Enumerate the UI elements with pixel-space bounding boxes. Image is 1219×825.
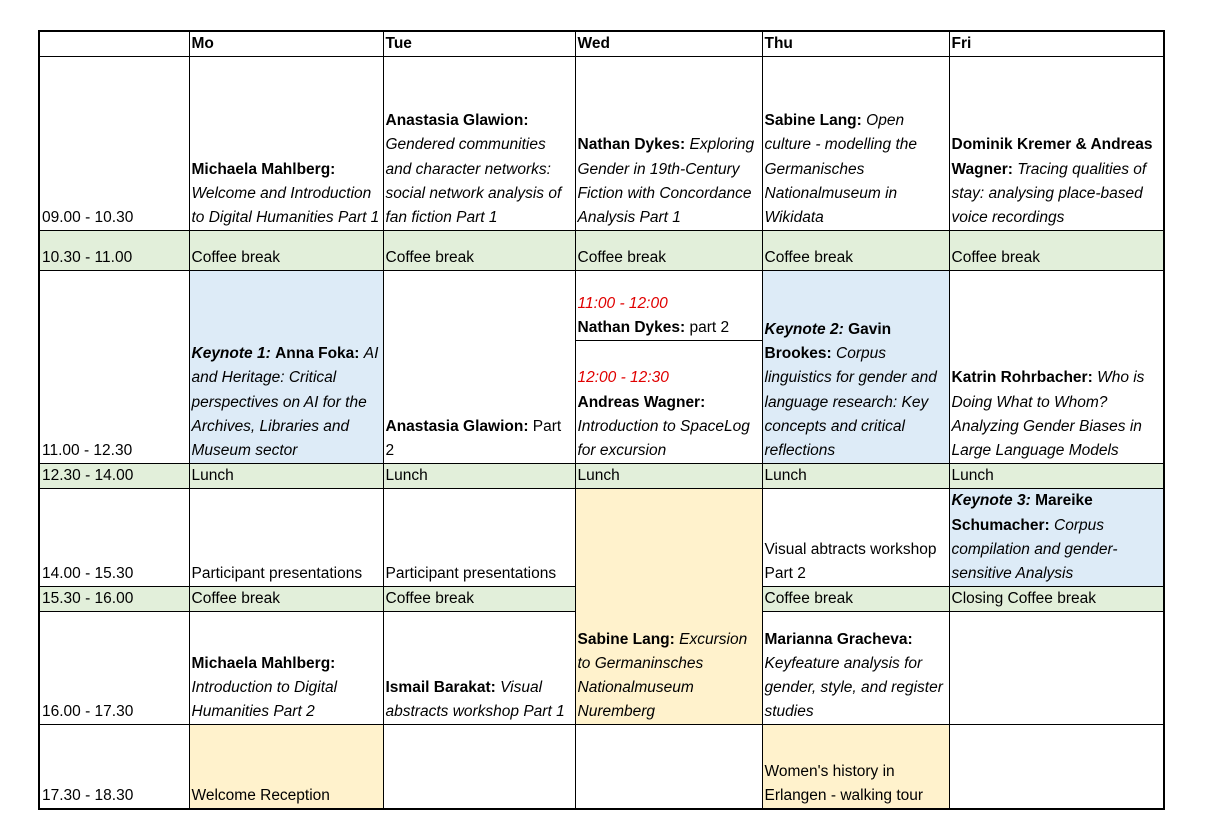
session-cell xyxy=(383,271,575,464)
coffee-cell: Coffee break xyxy=(383,587,575,612)
coffee-cell: Coffee break xyxy=(189,587,383,612)
header-day: Wed xyxy=(575,31,762,57)
lunch-cell: Lunch xyxy=(949,464,1164,489)
walking-tour-cell: Women's history in Erlangen - walking tour xyxy=(762,725,949,809)
session-title: Introduction to SpaceLog for excursion xyxy=(577,417,750,459)
header-day: Fri xyxy=(949,31,1164,57)
header-row xyxy=(39,31,1164,57)
empty-cell xyxy=(383,725,575,809)
session-cell: Participant presentations xyxy=(383,489,575,587)
speaker-name: Gavin Brookes: xyxy=(764,320,892,363)
lunch-cell: Lunch xyxy=(189,464,383,489)
session-cell: Visual abtracts workshop Part 2 xyxy=(762,489,949,587)
speaker-name: Dominik Kremer & Andreas Wagner: xyxy=(951,136,1153,178)
session-cell xyxy=(949,271,1164,464)
session-title: Keyfeature analysis for gender, style, and register studies xyxy=(764,654,943,721)
session-title: Exploring Gender in 19th-Century Fiction with Concordance Analysis Part 1 xyxy=(577,136,755,226)
empty-cell xyxy=(575,725,762,809)
excursion-cell xyxy=(575,489,762,725)
keynote-cell xyxy=(189,271,383,464)
time-cell: 15.30 - 16.00 xyxy=(39,587,189,612)
slot-row xyxy=(39,464,1164,489)
session-time: 11:00 - 12:00 xyxy=(577,294,668,312)
session-time: 12:00 - 12:30 xyxy=(577,369,669,387)
header-day: Mo xyxy=(189,31,383,57)
speaker-name: Ismail Barakat: xyxy=(385,679,496,697)
time-cell: 11.00 - 12.30 xyxy=(39,271,189,464)
speaker-name: Anastasia Glawion: xyxy=(385,112,529,130)
lunch-cell: Lunch xyxy=(575,464,762,489)
session-title: AI and Heritage: Critical perspectives on AI for the Archives, Libraries and Museum sector xyxy=(191,345,379,459)
session-part: part 2 xyxy=(689,319,730,336)
session-cell xyxy=(383,57,575,231)
speaker-name: Andreas Wagner: xyxy=(577,393,706,411)
speaker-name: Michaela Mahlberg: xyxy=(191,160,336,178)
coffee-cell: Coffee break xyxy=(949,231,1164,271)
session-title: Introduction to Digital Humanities Part 2 xyxy=(191,679,338,721)
session-cell xyxy=(762,612,949,725)
session-cell xyxy=(762,57,949,231)
schedule-table xyxy=(38,30,1165,810)
session-part: Part 2 xyxy=(385,417,562,459)
speaker-name: Anna Foka: xyxy=(275,345,360,363)
session-cell-split xyxy=(575,271,762,464)
coffee-cell: Closing Coffee break xyxy=(949,587,1164,612)
session-cell xyxy=(383,612,575,725)
session-title: Who is Doing What to Whom? Analyzing Gender Biases in Large Language Models xyxy=(951,369,1145,459)
empty-cell xyxy=(949,725,1164,809)
keynote-label: Keynote 3: xyxy=(951,492,1031,510)
session-cell xyxy=(949,57,1164,231)
time-cell: 12.30 - 14.00 xyxy=(39,464,189,489)
slot-row xyxy=(39,231,1164,271)
reception-cell: Welcome Reception xyxy=(189,725,383,809)
session-cell: Participant presentations xyxy=(189,489,383,587)
speaker-name: Marianna Gracheva: xyxy=(764,630,913,648)
time-cell: 10.30 - 11.00 xyxy=(39,231,189,271)
speaker-name: Katrin Rohrbacher: xyxy=(951,369,1093,387)
speaker-name: Nathan Dykes: xyxy=(577,136,686,154)
session-cell xyxy=(575,57,762,231)
session-title: Welcome and Introduction to Digital Humanities Part 1 xyxy=(191,184,380,226)
speaker-name: Sabine Lang: xyxy=(577,630,675,648)
coffee-cell: Coffee break xyxy=(189,231,383,271)
coffee-cell: Coffee break xyxy=(383,231,575,271)
speaker-name: Michaela Mahlberg: xyxy=(191,654,336,672)
time-cell: 16.00 - 17.30 xyxy=(39,612,189,725)
session-title: Tracing qualities of stay: analysing place-based voice recordings xyxy=(951,160,1147,226)
coffee-cell: Coffee break xyxy=(762,587,949,612)
header-day: Tue xyxy=(383,31,575,57)
keynote-cell xyxy=(762,271,949,464)
session-title: Gendered communities and character networks: social network analysis of fan fiction Part 1 xyxy=(385,136,562,226)
empty-cell xyxy=(949,612,1164,725)
coffee-cell: Coffee break xyxy=(762,231,949,271)
header-time xyxy=(39,31,189,57)
slot-row xyxy=(39,271,1164,464)
header-day: Thu xyxy=(762,31,949,57)
coffee-cell: Coffee break xyxy=(575,231,762,271)
session-cell xyxy=(189,612,383,725)
slot-row xyxy=(39,725,1164,809)
slot-row xyxy=(39,57,1164,231)
time-cell: 17.30 - 18.30 xyxy=(39,725,189,809)
session-title: Corpus linguistics for gender and language research: Key concepts and critical reflections xyxy=(764,345,937,459)
session-title: Excursion to Germaninsches Nationalmuseum Nuremberg xyxy=(577,630,748,721)
session-title: Open culture - modelling the Germanisches Nationalmuseum in Wikidata xyxy=(764,112,917,226)
keynote-label: Keynote 2: xyxy=(764,320,844,338)
time-cell: 09.00 - 10.30 xyxy=(39,57,189,231)
session-cell xyxy=(189,57,383,231)
keynote-label: Keynote 1: xyxy=(191,345,271,363)
speaker-name: Nathan Dykes: xyxy=(577,319,686,336)
speaker-name: Mareike Schumacher: xyxy=(951,492,1093,534)
lunch-cell: Lunch xyxy=(383,464,575,489)
slot-row xyxy=(39,489,1164,587)
session-title: Corpus compilation and gender-sensitive Analysis xyxy=(951,516,1118,583)
time-cell: 14.00 - 15.30 xyxy=(39,489,189,587)
session-title: Visual abstracts workshop Part 1 xyxy=(385,679,565,721)
keynote-cell xyxy=(949,489,1164,587)
lunch-cell: Lunch xyxy=(762,464,949,489)
speaker-name: Sabine Lang: xyxy=(764,112,862,130)
speaker-name: Anastasia Glawion: xyxy=(385,417,529,435)
